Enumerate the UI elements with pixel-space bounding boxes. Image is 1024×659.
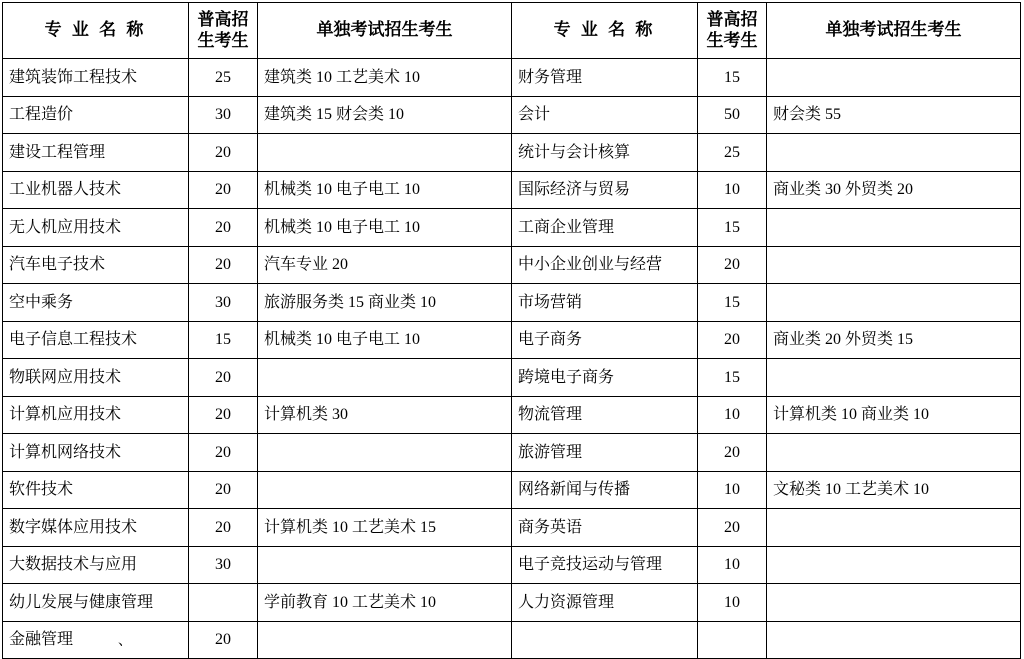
table-row [3, 509, 1021, 547]
cell-major-right [512, 621, 698, 659]
cell-separate-left: 汽车专业 20 [258, 246, 512, 284]
cell-regular-right: 15 [698, 59, 767, 97]
cell-separate-right [767, 621, 1021, 659]
cell-separate-right: 计算机类 10 商业类 10 [767, 396, 1021, 434]
cell-major-right: 电子竞技运动与管理 [512, 546, 698, 584]
cell-major-right: 国际经济与贸易 [512, 171, 698, 209]
cell-separate-right [767, 246, 1021, 284]
cell-regular-left [189, 584, 258, 622]
cell-separate-right [767, 134, 1021, 172]
cell-regular-left: 15 [189, 321, 258, 359]
cell-major-left: 电子信息工程技术 [3, 321, 189, 359]
cell-separate-left: 建筑类 10 工艺美术 10 [258, 59, 512, 97]
cell-major-right: 会计 [512, 96, 698, 134]
cell-separate-left [258, 546, 512, 584]
cell-major-left: 建筑装饰工程技术 [3, 59, 189, 97]
cell-regular-right: 15 [698, 359, 767, 397]
table-header [3, 3, 1021, 59]
cell-separate-right [767, 546, 1021, 584]
table-row [3, 471, 1021, 509]
cell-major-right: 跨境电子商务 [512, 359, 698, 397]
footer-mark: 、 [118, 634, 132, 649]
cell-major-right: 中小企业创业与经营 [512, 246, 698, 284]
header-separate-left: 单独考试招生考生 [258, 3, 512, 59]
table-row [3, 134, 1021, 172]
cell-separate-left [258, 134, 512, 172]
cell-regular-right: 20 [698, 321, 767, 359]
cell-regular-left: 20 [189, 509, 258, 547]
cell-separate-right: 商业类 20 外贸类 15 [767, 321, 1021, 359]
cell-regular-right: 10 [698, 584, 767, 622]
table-row [3, 171, 1021, 209]
cell-major-left: 大数据技术与应用 [3, 546, 189, 584]
cell-major-right: 统计与会计核算 [512, 134, 698, 172]
cell-separate-left: 学前教育 10 工艺美术 10 [258, 584, 512, 622]
cell-regular-left: 30 [189, 284, 258, 322]
cell-separate-left: 机械类 10 电子电工 10 [258, 209, 512, 247]
cell-major-left: 幼儿发展与健康管理 [3, 584, 189, 622]
header-regular-left [189, 3, 258, 59]
cell-regular-right: 50 [698, 96, 767, 134]
header-row [3, 3, 1021, 59]
cell-separate-right [767, 209, 1021, 247]
cell-major-left: 工程造价 [3, 96, 189, 134]
cell-separate-right: 文秘类 10 工艺美术 10 [767, 471, 1021, 509]
cell-regular-right: 10 [698, 171, 767, 209]
table-row [3, 359, 1021, 397]
cell-regular-left: 20 [189, 621, 258, 659]
cell-separate-right [767, 584, 1021, 622]
cell-regular-right: 25 [698, 134, 767, 172]
cell-separate-right: 财会类 55 [767, 96, 1021, 134]
cell-separate-left: 计算机类 30 [258, 396, 512, 434]
cell-regular-left: 25 [189, 59, 258, 97]
cell-regular-left: 20 [189, 471, 258, 509]
cell-separate-right [767, 284, 1021, 322]
cell-major-right: 工商企业管理 [512, 209, 698, 247]
cell-major-left: 计算机应用技术 [3, 396, 189, 434]
table-row [3, 59, 1021, 97]
cell-separate-right [767, 59, 1021, 97]
cell-regular-left: 20 [189, 171, 258, 209]
header-separate-right: 单独考试招生考生 [767, 3, 1021, 59]
cell-major-right: 物流管理 [512, 396, 698, 434]
table-row [3, 321, 1021, 359]
cell-separate-right [767, 434, 1021, 472]
cell-separate-left: 机械类 10 电子电工 10 [258, 171, 512, 209]
cell-separate-right [767, 359, 1021, 397]
cell-major-right: 电子商务 [512, 321, 698, 359]
cell-major-right: 商务英语 [512, 509, 698, 547]
cell-regular-right: 20 [698, 434, 767, 472]
cell-separate-left [258, 434, 512, 472]
cell-regular-left: 20 [189, 246, 258, 284]
cell-major-left: 计算机网络技术 [3, 434, 189, 472]
cell-regular-right [698, 621, 767, 659]
table-row [3, 209, 1021, 247]
header-major-left: 专 业 名 称 [3, 3, 189, 59]
cell-regular-left: 20 [189, 434, 258, 472]
cell-major-left: 金融管理 [3, 621, 189, 659]
cell-major-left: 汽车电子技术 [3, 246, 189, 284]
header-major-right: 专 业 名 称 [512, 3, 698, 59]
table-row [3, 246, 1021, 284]
cell-major-left: 无人机应用技术 [3, 209, 189, 247]
cell-regular-left: 20 [189, 359, 258, 397]
table-row [3, 584, 1021, 622]
cell-major-right: 人力资源管理 [512, 584, 698, 622]
cell-regular-right: 20 [698, 246, 767, 284]
table-row [3, 546, 1021, 584]
cell-separate-left: 旅游服务类 15 商业类 10 [258, 284, 512, 322]
cell-regular-right: 10 [698, 471, 767, 509]
cell-regular-right: 10 [698, 546, 767, 584]
table-body [3, 59, 1021, 659]
cell-separate-left [258, 471, 512, 509]
cell-regular-right: 20 [698, 509, 767, 547]
cell-major-left: 物联网应用技术 [3, 359, 189, 397]
cell-major-left: 软件技术 [3, 471, 189, 509]
cell-regular-right: 15 [698, 209, 767, 247]
cell-major-left: 数字媒体应用技术 [3, 509, 189, 547]
header-regular-right-text: 普高招生考生 [706, 10, 758, 50]
cell-regular-right: 10 [698, 396, 767, 434]
majors-enrollment-table [2, 2, 1021, 659]
cell-regular-left: 20 [189, 209, 258, 247]
cell-major-right: 市场营销 [512, 284, 698, 322]
cell-regular-left: 30 [189, 546, 258, 584]
cell-separate-left: 计算机类 10 工艺美术 15 [258, 509, 512, 547]
cell-separate-left [258, 621, 512, 659]
cell-major-right: 旅游管理 [512, 434, 698, 472]
cell-regular-right: 15 [698, 284, 767, 322]
cell-regular-left: 20 [189, 396, 258, 434]
table-row [3, 284, 1021, 322]
cell-separate-left: 建筑类 15 财会类 10 [258, 96, 512, 134]
cell-major-left: 空中乘务 [3, 284, 189, 322]
header-regular-left-text: 普高招生考生 [197, 10, 249, 50]
cell-separate-left [258, 359, 512, 397]
cell-separate-left: 机械类 10 电子电工 10 [258, 321, 512, 359]
table-row [3, 434, 1021, 472]
cell-regular-left: 20 [189, 134, 258, 172]
cell-major-left: 工业机器人技术 [3, 171, 189, 209]
table-row [3, 396, 1021, 434]
cell-separate-right [767, 509, 1021, 547]
cell-major-left: 建设工程管理 [3, 134, 189, 172]
cell-separate-right: 商业类 30 外贸类 20 [767, 171, 1021, 209]
cell-major-right: 财务管理 [512, 59, 698, 97]
table-row [3, 621, 1021, 659]
document-page [0, 2, 1024, 649]
cell-regular-left: 30 [189, 96, 258, 134]
header-regular-right [698, 3, 767, 59]
table-row [3, 96, 1021, 134]
cell-major-right: 网络新闻与传播 [512, 471, 698, 509]
